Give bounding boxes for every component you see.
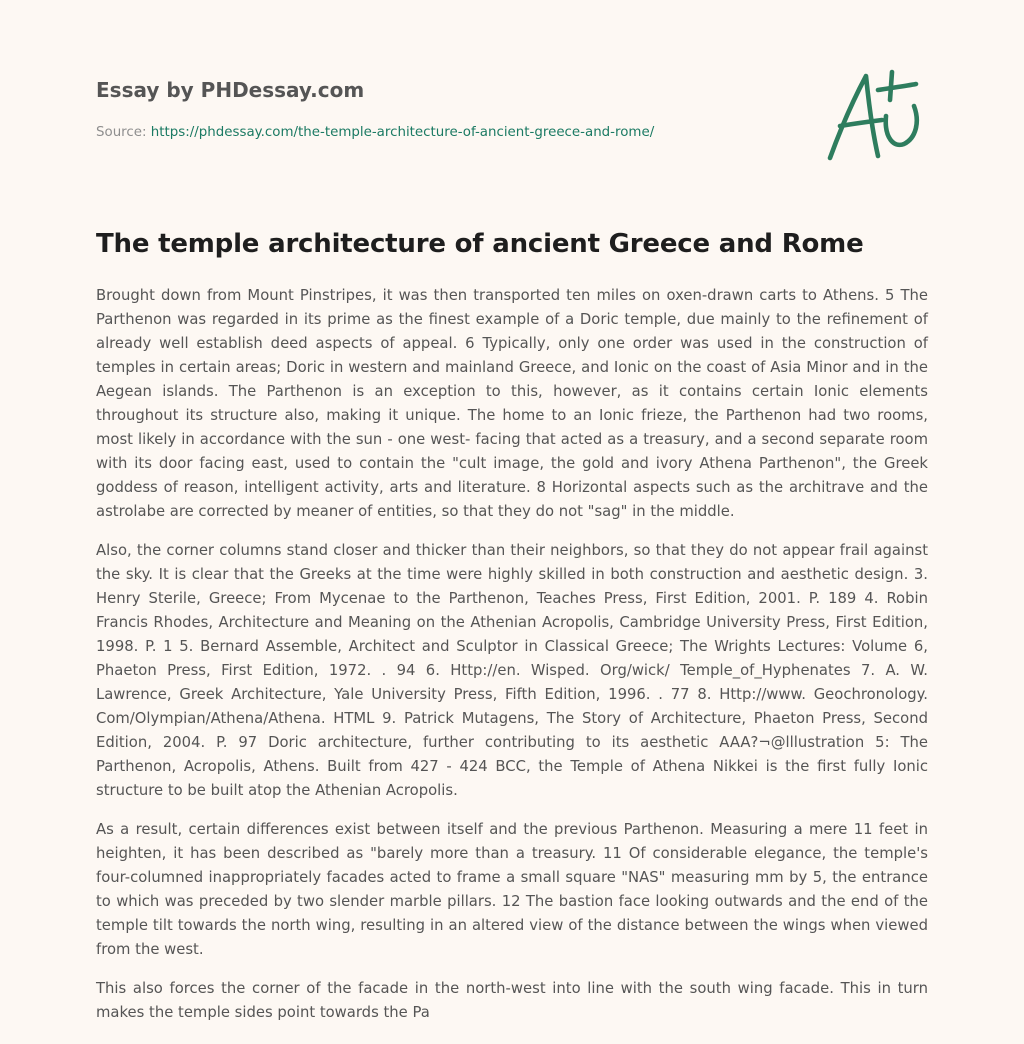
essay-paragraph: As a result, certain differences exist between itself and the previous Parthenon. Measuring a mere 11 feet in heighten, it has been described as "barely more than a treasury. 11 Of considerable elegance, the temple's four-columned inappropriately facades acted to frame a small square "NAS" measuring mm by 5, the entrance to which was preceded by two slender marble pillars. 12 The bastion face looking outwards and the end of the temple tilt towards the north wing, resulting in an altered view of the distance between the wings when viewed from the west. [96,821,928,958]
essay-paragraph: Also, the corner columns stand closer and thicker than their neighbors, so that they do not appear frail against the sky. It is clear that the Greeks at the time were highly skilled in both construction and aesthetic design. 3. Henry Sterile, Greece; From Mycenae to the Parthenon, Teaches Press, First Edition, 2001. P. 189 4. Robin Francis Rhodes, Architecture and Meaning on the Athenian Acropolis, Cambridge University Press, First Edition, 1998. P. 1 5. Bernard Assemble, Architect and Sculptor in Classical Greece; The Wrights Lectures: Volume 6, Phaeton Press, First Edition, 1972. . 94 6. Http://en. Wisped. Org/wick/ Temple_of_Hyphenates 7. A. W. Lawrence, Greek Architecture, Yale University Press, Fifth Edition, 1996. . 77 8. Http://www. Geochronology. Com/Olympian/Athena/Athena. HTML 9. Patrick Mutagens, The Story of Architecture, Phaeton Press, Second Edition, 2004. P. 97 Doric architecture, further contributing to its aesthetic AAA?¬@lllustration 5: The Parthenon, Acropolis, Athens. Built from 427 - 424 BCC, the Temple of Athena Nikkei is the first fully Ionic structure to be built atop the Athenian Acropolis. [96,542,928,799]
essay-body [96,284,928,1040]
essay-title: The temple architecture of ancient Greece and Rome [96,229,864,259]
site-title: Essay by PHDessay.com [96,78,365,102]
essay-paragraph: Brought down from Mount Pinstripes, it was then transported ten miles on oxen-drawn carts to Athens. 5 The Parthenon was regarded in its prime as the finest example of a Doric temple, due mainly to the refinement of already well establish deed aspects of appeal. 6 Typically, only one order was used in the construction of temples in certain areas; Doric in western and mainland Greece, and Ionic on the coast of Asia Minor and in the Aegean islands. The Parthenon is an exception to this, however, as it contains certain Ionic elements throughout its structure also, making it unique. The home to an Ionic frieze, the Parthenon had two rooms, most likely in accordance with the sun - one west- facing that acted as a treasury, and a second separate room with its door facing east, used to contain the "cult image, the gold and ivory Athena Parthenon", the Greek goddess of reason, intelligent activity, arts and literature. 8 Horizontal aspects such as the architrave and the astrolabe are corrected by meaner of entities, so that they do not "sag" in the middle. [96,287,928,520]
a-plus-grade-icon [820,66,930,166]
source-label: Source: [96,125,147,140]
source-link[interactable]: https://phdessay.com/the-temple-architecture-of-ancient-greece-and-rome/ [150,125,655,140]
essay-paragraph: This also forces the corner of the facade in the north-west into line with the south wing facade. This in turn makes the temple sides point towards the Pa [96,980,928,1021]
source-line [96,124,654,142]
